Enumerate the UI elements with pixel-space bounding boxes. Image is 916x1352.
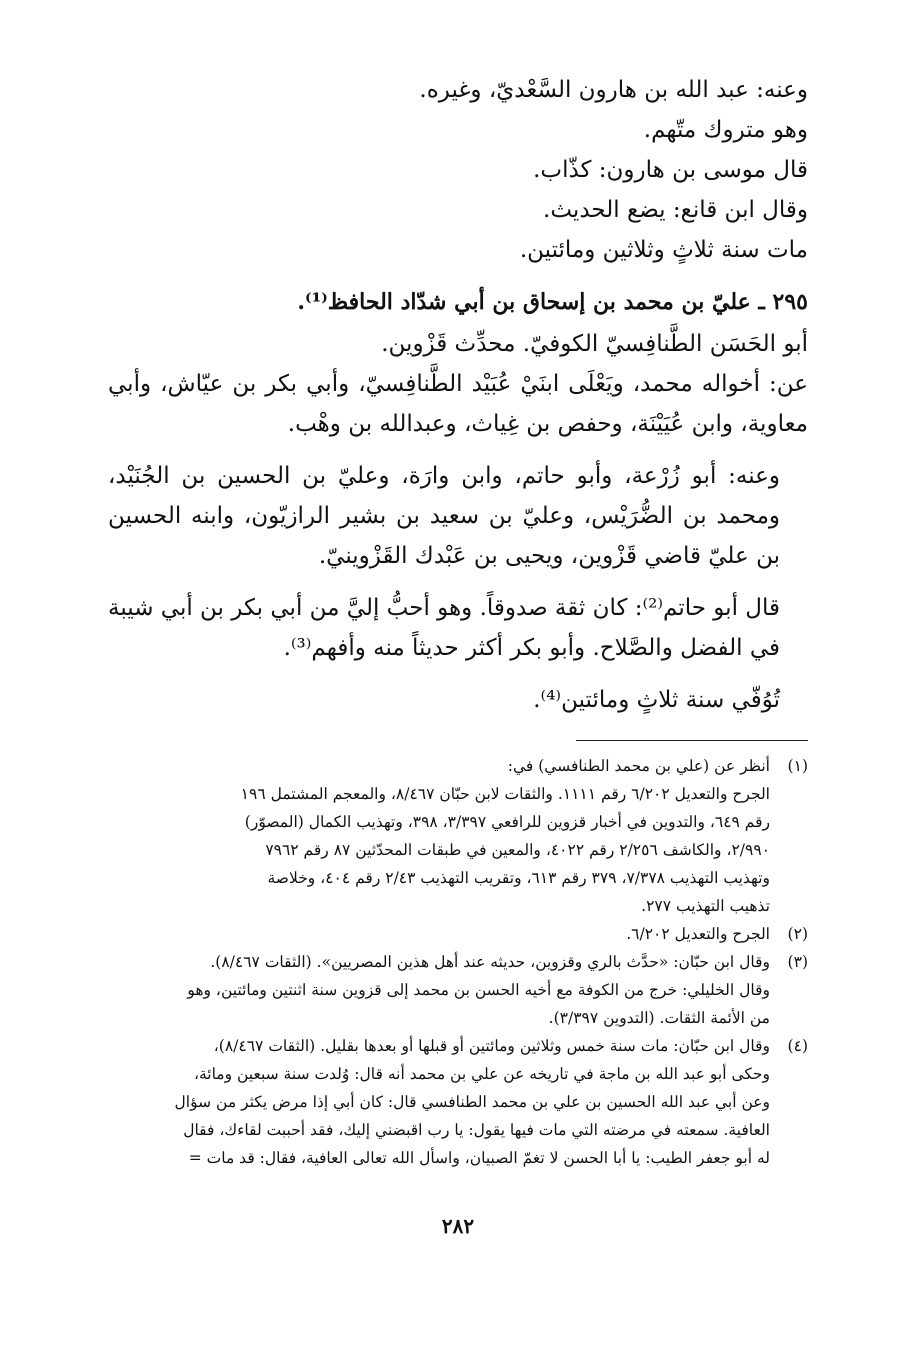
footnote-line: تذهيب التهذيب ٢٧٧. — [641, 897, 770, 915]
footnote-line: الجرح والتعديل ٦/٢٠٢ رقم ١١١١. والثقات لابن حبّان ٨/٤٦٧، والمعجم المشتمل ١٩٦ — [240, 785, 770, 803]
footnote-divider — [576, 740, 808, 741]
text-line: قال موسى بن هارون: كذّاب. — [533, 157, 808, 183]
footnote-body — [108, 1032, 770, 1172]
footnote — [108, 752, 808, 920]
main-text — [108, 70, 808, 720]
entry-title: ٢٩٥ ـ عليّ بن محمد بن إسحاق بن أبي شدّاد الحافظ⁽¹⁾. — [297, 289, 808, 315]
footnote — [108, 920, 808, 948]
paragraph-narrators: وعنه: أبو زُرْعة، وأبو حاتم، وابن وارَة، وعليّ بن الحسين بن الجُنَيْد، ومحمد بن الضُّرَيْس، وعليّ بن سعيد بن بشير الرازيّون، وابنه الحسين بن عليّ قاضي قَزْوين، ويحيى بن عَبْدك القَزْوينيّ. — [108, 463, 780, 569]
text-line: مات سنة ثلاثٍ وثلاثين ومائتين. — [519, 237, 808, 263]
footnote-number: (٢) — [787, 925, 808, 943]
footnote-line: رقم ٦٤٩، والتدوين في أخبار قزوين للرافعي ٣/٣٩٧، ٣٩٨، وتهذيب الكمال (المصوّر) — [244, 813, 770, 831]
paragraph-narrated-from: عن: أخواله محمد، ويَعْلَى ابنَيْ عُبَيْد الطَّنافِسيّ، وأبي بكر بن عيّاش، وأبي معاوية، وابن عُيَيْنَة، وحفص بن غِياث، وعبدالله بن وهْب. — [108, 371, 808, 437]
footnote-line: وتهذيب التهذيب ٧/٣٧٨، ٣٧٩ رقم ٦١٣، وتقريب التهذيب ٢/٤٣ رقم ٤٠٤، وخلاصة — [267, 869, 770, 887]
footnote-line: أنظر عن (علي بن محمد الطنافسي) في: — [507, 757, 770, 775]
footnote-line: الجرح والتعديل ٦/٢٠٢. — [626, 925, 770, 943]
footnote-body — [108, 920, 770, 948]
text-line: وهو متروك متّهم. — [643, 117, 808, 143]
footnote-line: له أبو جعفر الطيب: يا أبا الحسن لا تغمّ الصبيان، واسأل الله تعالى العافية، فقال: قد مات = — [188, 1149, 770, 1167]
paragraph-abu-hatim: قال أبو حاتم⁽²⁾: كان ثقة صدوقاً. وهو أحبُّ إليَّ من أبي بكر بن أبي شيبة في الفضل والصَّلاح. وأبو بكر أكثر حديثاً منه وأفهم⁽³⁾. — [107, 595, 780, 661]
footnote-body — [108, 948, 770, 1032]
footnote-line: وقال الخليلي: خرج من الكوفة مع أخيه الحسن بن محمد إلى قزوين سنة اثنتين ومائتين، وهو — [187, 981, 770, 999]
footnotes — [108, 752, 808, 1172]
text-line: وعنه: عبد الله بن هارون السَّعْديّ، وغيره. — [419, 77, 808, 103]
footnote-number: (٤) — [787, 1037, 808, 1055]
footnote — [108, 948, 808, 1032]
footnote-number: (٣) — [787, 953, 808, 971]
footnote — [108, 1032, 808, 1172]
footnote-line: من الأئمة الثقات. (التدوين ٣/٣٩٧). — [548, 1009, 770, 1027]
footnote-line: وقال ابن حبّان: مات سنة خمس وثلاثين ومائتين أو قبلها أو بعدها بقليل. (الثقات ٨/٤٦٧)، — [213, 1037, 770, 1055]
text-line: وقال ابن قانع: يضع الحديث. — [543, 197, 808, 223]
footnote-number: (١) — [787, 757, 808, 775]
footnote-body — [108, 752, 770, 920]
footnote-line: العافية. سمعته في مرضته التي مات فيها يقول: يا رب اقبضني إليك، فقد أحببت لقاءك، فقال — [183, 1121, 770, 1139]
entry-subtitle: أبو الحَسَن الطَّنافِسيّ الكوفيّ. محدِّث قَزْوين. — [381, 331, 808, 357]
footnote-line: وقال ابن حبّان: «حدَّث بالري وقزوين، حديثه عند أهل هذين المصريين». (الثقات ٨/٤٦٧). — [210, 953, 770, 971]
footnote-line: وحكى أبو عبد الله بن ماجة في تاريخه عن علي بن محمد أنه قال: وُلدت سنة سبعين ومائة، — [193, 1065, 770, 1083]
footnote-line: ٢/٩٩٠، والكاشف ٢/٢٥٦ رقم ٤٠٢٢، والمعين في طبقات المحدّثين ٨٧ رقم ٧٩٦٢ — [265, 841, 770, 859]
death-line: تُوُفّي سنة ثلاثٍ ومائتين⁽⁴⁾. — [533, 687, 780, 713]
footnote-line: وعن أبي عبد الله الحسين بن علي بن محمد الطنافسي قال: كان أبي إذا مرض يكثر من سؤال — [174, 1093, 770, 1111]
page-number: ٢٨٢ — [441, 1214, 475, 1238]
